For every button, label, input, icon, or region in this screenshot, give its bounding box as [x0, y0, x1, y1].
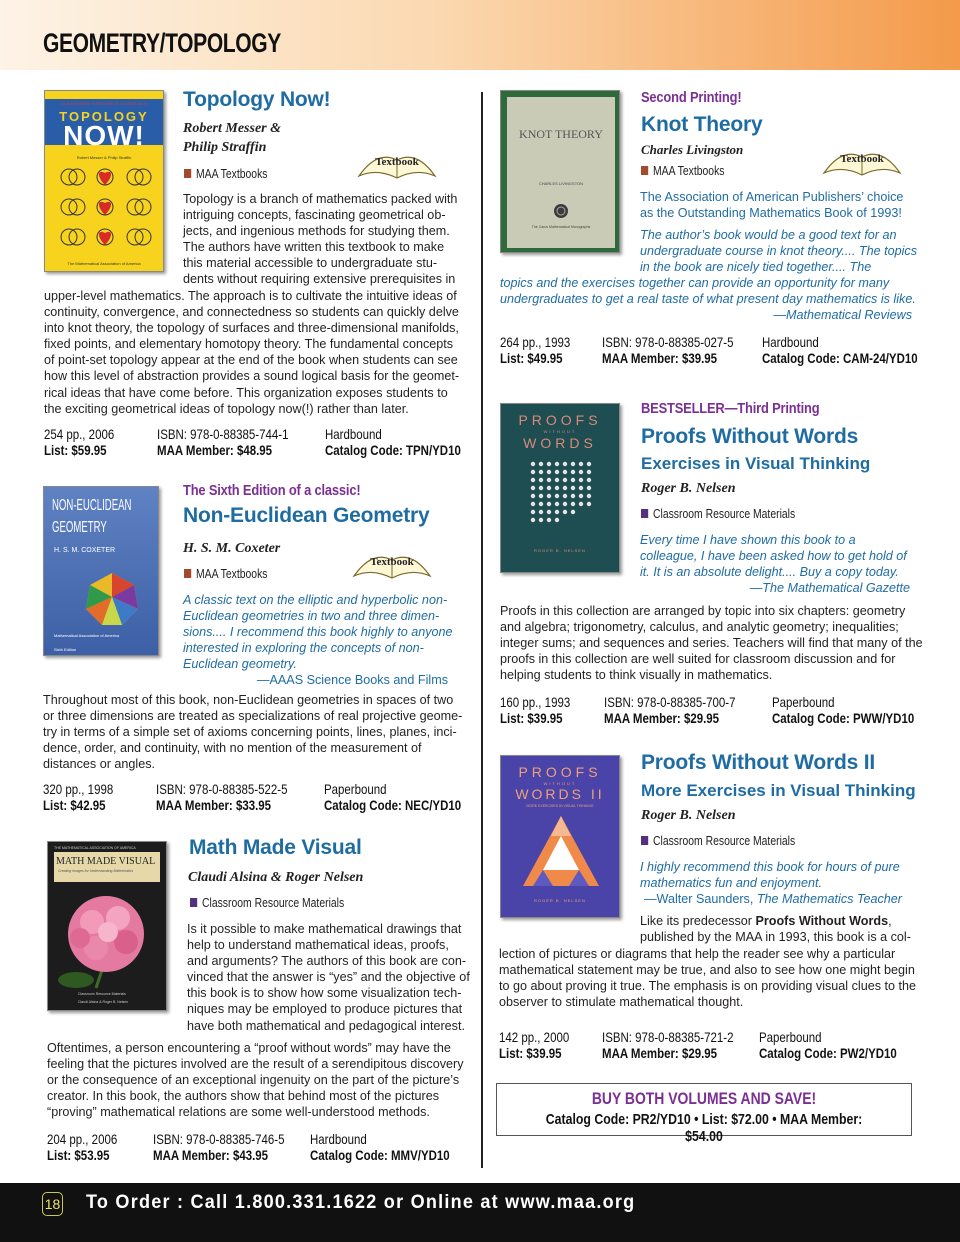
page-count: 320 pp., 1998	[43, 781, 114, 797]
cover-knot-theory[interactable]	[500, 90, 620, 253]
pricing-block-3	[47, 1131, 117, 1163]
catalog-code: Catalog Code: PWW/YD10	[772, 710, 915, 726]
book-description-continued	[44, 288, 464, 417]
series-label	[641, 163, 725, 178]
series-square-icon	[184, 569, 191, 578]
binding: Hardbound	[762, 334, 819, 350]
isbn-block-5	[604, 694, 735, 726]
desc-line: helping students to think visually in mathematics.	[500, 668, 773, 683]
cover-byline: Robert Messer & Philip Straffin	[76, 155, 132, 160]
isbn: ISBN: 978-0-88385-744-1	[157, 426, 289, 442]
series-square-icon	[641, 166, 648, 175]
book-subtitle: Exercises in Visual Thinking	[641, 454, 871, 473]
author-line-2: Philip Straffin	[183, 140, 267, 155]
series-text: Classroom Resource Materials	[653, 833, 796, 848]
page-count: 264 pp., 1993	[500, 334, 571, 350]
cover-subtitle: Creating Images for Understanding Mathematics	[58, 869, 134, 873]
hydrangea-icon	[56, 888, 160, 994]
desc-line: distances or angles.	[43, 757, 156, 772]
catalog-block-3	[310, 1131, 450, 1163]
cover-line1: TOPOLOGY	[59, 109, 149, 124]
series-label	[641, 833, 795, 848]
pricing-block-2	[43, 781, 113, 813]
isbn: ISBN: 978-0-88385-700-7	[604, 694, 736, 710]
textbook-badge-label: Textbook	[840, 153, 884, 165]
series-square-icon	[190, 898, 197, 907]
binding: Paperbound	[759, 1029, 822, 1045]
desc-line: Oftentimes, a person encountering a “proof without words” may have the	[47, 1041, 451, 1055]
quote-source-pub: The Mathematics Teacher	[756, 892, 902, 906]
quote-line: undergraduate course in knot theory.... The topics	[640, 244, 917, 259]
cover-author: H. S. M. COXETER	[54, 547, 116, 554]
isbn-block-3	[153, 1131, 284, 1163]
member-price: MAA Member: $48.95	[157, 442, 273, 458]
desc-line: help to understand mathematical ideas, proofs,	[187, 938, 449, 953]
book-quote	[640, 859, 930, 891]
cover-line2: WORDS	[523, 435, 597, 451]
quote-source: —Mathematical Reviews	[773, 308, 912, 322]
isbn: ISBN: 978-0-88385-721-2	[602, 1029, 734, 1045]
book-description	[187, 921, 472, 1034]
quote-line: colleague, I have been asked how to get hold of	[640, 549, 907, 564]
author-line-1: Robert Messer &	[183, 121, 281, 136]
member-price: MAA Member: $29.95	[602, 1045, 718, 1061]
desc-line: creator. In this book, the authors show that behind most of the pictures	[47, 1089, 440, 1104]
list-price: List: $59.95	[44, 442, 107, 458]
catalog-code: Catalog Code: NEC/YD10	[324, 797, 462, 813]
quote-line: Euclidean geometry.	[183, 657, 297, 672]
book-description	[43, 692, 463, 772]
book-description-first-line	[640, 913, 930, 929]
cover-sub: MORE EXERCISES IN VISUAL THINKING	[526, 804, 594, 808]
cover-non-euclidean[interactable]	[43, 486, 159, 656]
desc-line: or the consequence of an exceptional ingenuity on the part of the picture’s	[47, 1073, 460, 1088]
quote-source-name: —Walter Saunders,	[643, 892, 754, 906]
cover-knot-art	[51, 163, 159, 253]
list-price: List: $53.95	[47, 1147, 110, 1163]
series-text: Classroom Resource Materials	[202, 895, 345, 910]
textbook-badge-label: Textbook	[375, 156, 419, 168]
series-label	[641, 506, 795, 521]
desc-line: of point-set topology appear at the end of the book when students can see	[44, 353, 458, 368]
cover-mid: WITHOUT	[543, 781, 577, 786]
polyhedron-icon	[84, 571, 140, 627]
catalog-code: Catalog Code: PW2/YD10	[759, 1045, 897, 1061]
member-price: MAA Member: $39.95	[602, 350, 718, 366]
quote-line: sions.... I recommend this book highly to anyone	[183, 625, 453, 640]
cover-bottom: Mathematical Association of America	[54, 633, 120, 638]
cover-line1: PROOFS	[518, 764, 602, 780]
catalog-block-4	[762, 334, 918, 366]
series-text: Classroom Resource Materials	[653, 506, 796, 521]
catalog-block-2	[324, 781, 461, 813]
cover-line2: NOW!	[63, 120, 145, 151]
predecessor-title: Proofs Without Words	[755, 914, 889, 928]
textbook-badge-icon	[820, 143, 904, 183]
pricing-block-1	[44, 426, 114, 458]
book-title-proofs-without-words-ii[interactable]: Proofs Without Words II	[641, 751, 875, 774]
book-description	[499, 946, 929, 1010]
desc-line: into knot theory, the topology of surfaces and three-dimensional manifolds,	[44, 321, 459, 336]
book-quote	[640, 227, 930, 275]
page-count: 254 pp., 2006	[44, 426, 115, 442]
catalog-block-5	[772, 694, 914, 726]
desc-line: rical ideas that have come before. This organization exposes students to	[44, 385, 448, 400]
member-price: MAA Member: $29.95	[604, 710, 720, 726]
cover-title: MATH MADE VISUAL	[56, 856, 156, 867]
desc-line: “proving” mathematical relations are some well-understood methods.	[47, 1105, 430, 1120]
award-line: The Association of American Publishers’ choice	[640, 190, 904, 204]
cover-title: KNOT THEORY	[519, 127, 603, 141]
quote-line: The author’s book would be a good text for an	[640, 228, 897, 242]
quote-source: —The Mathematical Gazette	[749, 581, 910, 595]
desc-line: continuity, convergence, and connectedness so students can quickly delve	[44, 305, 459, 320]
series-label	[190, 895, 344, 910]
textbook-badge-label: Textbook	[370, 556, 414, 568]
quote-source: —AAAS Science Books and Films	[256, 673, 448, 687]
cover-edition: Sixth Edition	[54, 647, 77, 652]
desc-line: The authors have written this textbook to make	[183, 240, 445, 255]
book-author: Roger B. Nelsen	[641, 808, 736, 823]
list-price: List: $49.95	[500, 350, 563, 366]
desc-line: observer to stimulate mathematical thought.	[499, 995, 744, 1010]
book-quote	[640, 532, 930, 580]
catalog-code: Catalog Code: MMV/YD10	[310, 1147, 450, 1163]
desc-line: Proofs in this collection are arranged by topic into six chapters: geometry	[500, 604, 906, 618]
book-quote-continued	[500, 275, 930, 307]
cover-line2: WORDS II	[515, 786, 605, 802]
cover-proofs-without-words[interactable]	[500, 403, 620, 573]
desc-line: dence, order, and continuity, with no mention of the measurement of	[43, 741, 422, 756]
desc-line: Is it possible to make mathematical drawings that	[187, 922, 462, 936]
book-description	[500, 603, 930, 683]
list-price: List: $39.95	[499, 1045, 562, 1061]
catalog-code: Catalog Code: CAM-24/YD10	[762, 350, 918, 366]
book-title-topology-now[interactable]: Topology Now!	[183, 88, 331, 111]
desc-line: try in terms of a simple set of axioms concerning points, lines, planes, inci-	[43, 725, 457, 740]
series-square-icon	[184, 169, 191, 178]
desc-line: intriguing concepts, fascinating geometrical ob-	[183, 208, 446, 223]
book-quote	[183, 592, 463, 672]
pricing-block-6	[499, 1029, 569, 1061]
book-description-continued	[47, 1040, 467, 1120]
quote-line: topics and the exercises together can provide an opportunity for many	[500, 276, 890, 290]
page-count: 142 pp., 2000	[499, 1029, 570, 1045]
knot-seal-icon	[553, 203, 569, 219]
book-author: Claudi Alsina & Roger Nelsen	[188, 870, 364, 885]
column-divider	[481, 92, 483, 1168]
quote-line: A classic text on the elliptic and hyperbolic non-	[183, 593, 448, 607]
award-text	[640, 189, 930, 221]
binding: Hardbound	[310, 1131, 367, 1147]
book-title-math-made-visual[interactable]: Math Made Visual	[189, 836, 362, 859]
isbn-block-1	[157, 426, 288, 458]
page-number: 18	[42, 1192, 63, 1216]
cover-mid: WITHOUT	[543, 429, 577, 434]
binding: Paperbound	[324, 781, 387, 797]
desc-line: to go about proving it true. The emphasis is on providing visual clues to the	[499, 979, 917, 994]
desc-line: and algebra; trigonometry, calculus, and analytic geometry; inequalities;	[500, 620, 899, 635]
textbook-badge-icon	[350, 546, 434, 586]
desc-line: integer sums; and sequences and series. Teachers will find that many of the	[500, 636, 923, 651]
desc-line: or three dimensions are treated as specializations of real projective geome-	[43, 709, 463, 724]
list-price: List: $42.95	[43, 797, 106, 813]
isbn: ISBN: 978-0-88385-027-5	[602, 334, 734, 350]
cover-top-text: CLASSROOM RESOURCE MATERIALS	[60, 101, 148, 106]
series-square-icon	[641, 836, 648, 845]
book-author: Roger B. Nelsen	[641, 481, 736, 496]
desc-line: this material accessible to undergraduate stu-	[183, 256, 438, 271]
series-text: MAA Textbooks	[196, 566, 268, 581]
bundle-offer-box[interactable]	[496, 1083, 912, 1145]
cover-top: THE MATHEMATICAL ASSOCIATION OF AMERICA	[54, 846, 136, 850]
book-kicker: Second Printing!	[641, 89, 742, 106]
series-label	[184, 566, 268, 581]
desc-line: how this level of abstraction provides a sound logical basis for the geomet-	[44, 369, 460, 384]
desc-line: this book is to show how some visualization tech-	[187, 986, 462, 1001]
desc-line: and arguments? The authors of this book are con-	[187, 954, 467, 969]
series-text: MAA Textbooks	[196, 166, 268, 181]
desc-line: lection of pictures or diagrams that help the reader see why a particular	[499, 947, 896, 961]
quote-line: in the book are nicely tied together.... The	[640, 260, 872, 275]
book-title-proofs-without-words[interactable]: Proofs Without Words	[641, 425, 859, 448]
series-text: MAA Textbooks	[653, 163, 725, 178]
desc-line: upper-level mathematics. The approach is to cultivate the intuitive ideas of	[44, 289, 457, 303]
series-label	[184, 166, 268, 181]
desc-line: the exciting geometrical ideas of topology now(!) rather than later.	[44, 401, 409, 416]
desc-line: Topology is a branch of mathematics packed with	[183, 192, 458, 206]
cover-author: ROGER B. NELSEN	[534, 548, 586, 553]
list-price: List: $39.95	[500, 710, 563, 726]
cover-series: Classroom Resource Materials	[78, 992, 126, 996]
desc-line: vinced that the answer is “yes” and the objective of	[187, 970, 470, 985]
quote-line: interested in exploring the concepts of non-	[183, 641, 424, 656]
pricing-block-5	[500, 694, 570, 726]
book-kicker: The Sixth Edition of a classic!	[183, 482, 361, 499]
isbn-block-2	[156, 781, 287, 813]
book-author: Charles Livingston	[641, 142, 744, 157]
cover-bottom: The Carus Mathematical Monographs	[531, 225, 591, 229]
order-info[interactable]: To Order : Call 1.800.331.1622 or Online at www.maa.org	[86, 1192, 636, 1213]
triangle-fractal-icon	[521, 814, 601, 890]
binding: Paperbound	[772, 694, 835, 710]
dot-grid-icon	[529, 460, 593, 524]
desc-line: have both mathematical and pedagogical interest.	[187, 1018, 465, 1033]
binding: Hardbound	[325, 426, 382, 442]
cover-author: ROGER B. NELSEN	[534, 898, 586, 903]
desc-line: dents without requiring extensive prerequisites in	[183, 272, 456, 287]
book-subtitle: More Exercises in Visual Thinking	[641, 781, 916, 800]
cover-publisher: The Mathematical Association of America	[67, 261, 141, 266]
isbn-block-6	[602, 1029, 733, 1061]
desc-prefix: Like its predecessor	[640, 914, 756, 928]
desc-line: mathematical statement may be true, and also to see how one might begin	[499, 963, 915, 978]
isbn: ISBN: 978-0-88385-746-5	[153, 1131, 285, 1147]
book-title-knot-theory[interactable]: Knot Theory	[641, 113, 763, 136]
member-price: MAA Member: $33.95	[156, 797, 272, 813]
book-title-non-euclidean[interactable]: Non-Euclidean Geometry	[183, 504, 430, 527]
section-header	[0, 0, 960, 70]
series-square-icon	[641, 509, 648, 518]
catalog-code: Catalog Code: TPN/YD10	[325, 442, 461, 458]
desc-suffix: ,	[888, 914, 892, 928]
page-count: 204 pp., 2006	[47, 1131, 118, 1147]
desc-line: Throughout most of this book, non-Euclidean geometries in spaces of two	[43, 693, 454, 707]
cover-topology-now[interactable]	[44, 90, 164, 272]
book-kicker: BESTSELLER—Third Printing	[641, 400, 820, 417]
book-author: H. S. M. Coxeter	[183, 541, 281, 556]
quote-line: Euclidean geometries in two and three dimen-	[183, 609, 440, 624]
isbn: ISBN: 978-0-88385-522-5	[156, 781, 288, 797]
cover-line1: PROOFS	[518, 412, 602, 428]
cover-line1: NON-EUCLIDEAN	[52, 497, 132, 514]
page-count: 160 pp., 1993	[500, 694, 571, 710]
desc-line: niques may be employed to produce pictures that	[187, 1002, 463, 1017]
quote-line: I highly recommend this book for hours of pure	[640, 860, 900, 874]
textbook-badge-icon	[355, 146, 439, 186]
isbn-block-4	[602, 334, 733, 366]
pricing-block-4	[500, 334, 570, 366]
book-author	[183, 119, 281, 157]
quote-line: undergraduates to get a real taste of what present day mathematics is like.	[500, 292, 916, 307]
desc-line: feeling that the pictures involved are the result of a serendipitous discovery	[47, 1057, 464, 1072]
book-description-first-line-2: published by the MAA in 1993, this book is a col-	[640, 930, 911, 944]
cover-author: CHARLES LIVINGSTON	[538, 181, 584, 186]
quote-line: mathematics fun and enjoyment.	[640, 876, 823, 891]
cover-line2: GEOMETRY	[52, 519, 107, 536]
quote-line: Every time I have shown this book to a	[640, 533, 856, 547]
bundle-title: BUY BOTH VOLUMES AND SAVE!	[591, 1089, 817, 1108]
desc-line: fixed points, and elementary homotopy theory. The fundamental concepts	[44, 337, 454, 352]
catalog-block-1	[325, 426, 461, 458]
bundle-details: Catalog Code: PR2/YD10 • List: $72.00 • MAA Member: $54.00	[545, 1111, 863, 1145]
cover-proofs-without-words-ii[interactable]	[500, 755, 620, 918]
catalog-block-6	[759, 1029, 897, 1061]
desc-line: jects, and ingenious methods for studying them.	[183, 224, 450, 239]
quote-line: it. It is an absolute delight.... Buy a copy today.	[640, 565, 899, 580]
member-price: MAA Member: $43.95	[153, 1147, 269, 1163]
cover-math-made-visual[interactable]	[47, 841, 167, 1011]
award-line: as the Outstanding Mathematics Book of 1993!	[640, 206, 902, 221]
section-title: GEOMETRY/TOPOLOGY	[43, 28, 281, 58]
quote-source	[640, 891, 902, 907]
desc-line: proofs in this collection are well suited for classroom discussion and for	[500, 652, 896, 667]
book-description	[183, 191, 463, 288]
cover-authors: Claudi Alsina & Roger B. Nelsen	[78, 1000, 129, 1004]
